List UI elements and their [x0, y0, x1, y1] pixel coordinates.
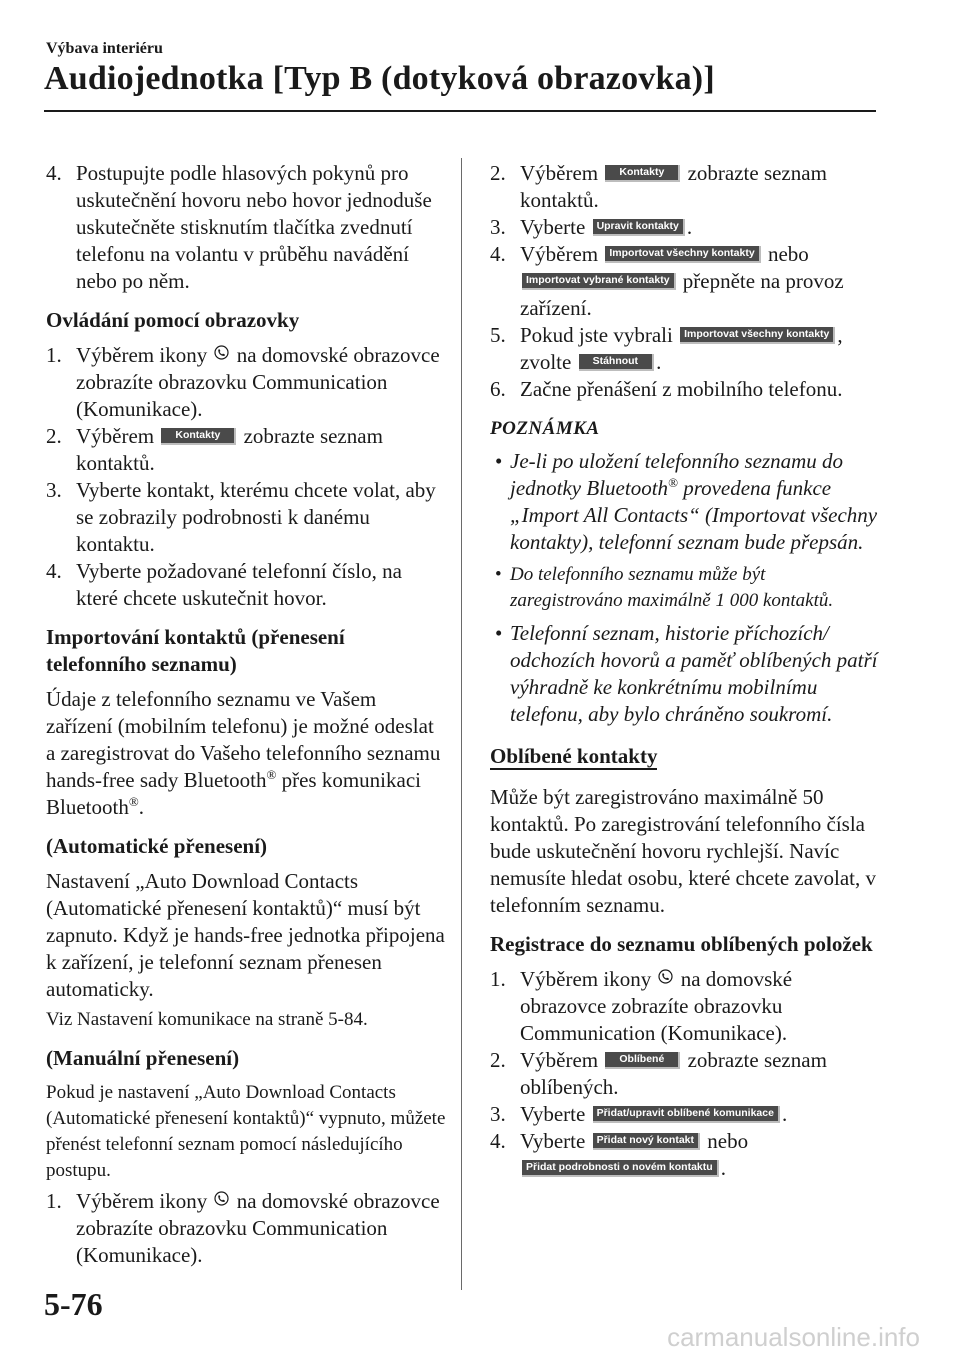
step-text: zobrazte seznam kontaktů. [76, 424, 383, 475]
step-text: Výběrem ikony [76, 1189, 208, 1213]
step-text: na domovské obrazovce zobrazíte obrazovku Communication (Komunikace). [520, 967, 793, 1045]
bullet-icon: • [495, 621, 503, 645]
step-text: Výběrem [520, 242, 599, 266]
step-text: zobrazte seznam oblíbených. [520, 1048, 827, 1099]
contacts-button: Kontakty [605, 165, 680, 182]
step-number: 1. [46, 343, 62, 367]
import-selected-contacts-button: Importovat vybrané kontakty [522, 273, 676, 290]
step-text: Vyberte [520, 1129, 586, 1153]
step-text: Výběrem [520, 1048, 599, 1072]
step-number: 4. [490, 242, 506, 266]
left-column [46, 160, 446, 1269]
manual-step-6 [490, 376, 880, 403]
step-4-voice [46, 160, 446, 295]
edit-contacts-button: Upravit kontakty [593, 219, 685, 236]
step-number: 3. [46, 478, 62, 502]
step-number: 4. [490, 1129, 506, 1153]
step-text: Vyberte kontakt, kterému chcete volat, aby se zobrazily podrobnosti k danému kontaktu. [76, 478, 436, 556]
favorites-button: Oblíbené [605, 1052, 680, 1069]
step-text: Výběrem [76, 424, 155, 448]
manual-step-4 [490, 241, 880, 322]
paragraph-text: přes komunikaci Bluetooth [46, 768, 421, 819]
automatic-reference: Viz Nastavení komunikace na straně 5-84. [46, 1009, 368, 1030]
step-text: zobrazte seznam kontaktů. [520, 161, 827, 212]
step-number: 2. [46, 424, 62, 448]
favorite-step-1 [490, 966, 880, 1047]
step-number: 3. [490, 215, 506, 239]
step-number: 3. [490, 1102, 506, 1126]
step-text: Začne přenášení z mobilního telefonu. [520, 377, 843, 401]
communication-icon [214, 345, 229, 360]
paragraph-text: Údaje z telefonního seznamu ve Vašem zařízení (mobilním telefonu) je možné odeslat a zaregistrovat do Vašeho telefonního seznamu hands-free sady Bluetooth [46, 687, 441, 792]
step-number: 5. [490, 323, 506, 347]
favorite-step-2 [490, 1047, 880, 1101]
watermark: carmanualsonline.info [667, 1322, 920, 1352]
heading-automatic-transfer: (Automatické přenesení) [46, 834, 268, 858]
bullet-icon: • [495, 449, 503, 473]
page-number: 5-76 [44, 1286, 103, 1322]
heading-favorite-contacts: Oblíbené kontakty [490, 744, 658, 768]
add-contact-details-button: Přidat podrobnosti o novém kontaktu [522, 1160, 719, 1177]
step-text: Výběrem [520, 161, 599, 185]
manual-step-3 [490, 214, 880, 241]
note-item [490, 620, 880, 728]
contacts-button: Kontakty [161, 428, 236, 445]
step-text: Vyberte [520, 215, 586, 239]
step-text: přepněte na provoz zařízení. [520, 269, 844, 320]
manual-step-2 [490, 160, 880, 214]
step-text: . [781, 1102, 788, 1126]
step-text: Vyberte [520, 1102, 586, 1126]
section-label: Výbava interiéru [46, 40, 163, 57]
step-number: 1. [490, 967, 506, 991]
manual-step-5 [490, 322, 880, 376]
step-text: Postupujte podle hlasových pokynů pro uskutečnění hovoru nebo hovor jednoduše uskutečněte stisknutím tlačítka zvednutí telefonu na volantu v průběhu navádění nebo po něm. [76, 161, 432, 293]
note-text: Do telefonního seznamu může být zaregistrováno maximálně 1 000 kontaktů. [510, 564, 834, 611]
step-text: Výběrem ikony [76, 343, 208, 367]
add-new-contact-button: Přidat nový kontakt [593, 1133, 700, 1150]
manual-step-1 [46, 1188, 446, 1269]
favorites-paragraph: Může být zaregistrováno maximálně 50 kontaktů. Po zaregistrování telefonního čísla bude uskutečnění hovoru rychlejší. Navíc nemusíte hledat osobu, které chcete zavolat, v telefonním seznamu. [490, 785, 877, 917]
communication-icon [658, 969, 673, 984]
heading-import-contacts: Importování kontaktů (přenesení telefonního seznamu) [46, 625, 345, 676]
automatic-paragraph: Nastavení „Auto Download Contacts (Automatické přenesení kontaktů)“ musí být zapnuto. Když je hands-free jednotka připojena k zařízení, je telefonní seznam přenesen automaticky. [46, 869, 445, 1001]
screen-step-3 [46, 477, 446, 558]
download-button: Stáhnout [579, 354, 655, 371]
note-title: POZNÁMKA [490, 418, 600, 439]
note-text: Je-li po uložení telefonního seznamu do jednotky Bluetooth [510, 449, 844, 500]
note-text: Telefonní seznam, historie příchozích/ odchozích hovorů a paměť oblíbených patří výhradně ke konkrétnímu mobilnímu telefonu, aby bylo chráněno soukromí. [510, 621, 878, 726]
registered-mark: ® [266, 767, 277, 782]
import-all-contacts-button: Importovat všechny kontakty [605, 246, 760, 263]
heading-manual-transfer: (Manuální přenesení) [46, 1046, 240, 1070]
step-number: 2. [490, 161, 506, 185]
heading-register-favorites: Registrace do seznamu oblíbených položek [490, 932, 873, 956]
favorite-step-4 [490, 1128, 880, 1182]
page-title: Audiojednotka [Typ B (dotyková obrazovka)] [44, 60, 715, 97]
add-edit-favorites-button: Přidat/upravit oblíbené komunikace [593, 1106, 780, 1123]
right-column [490, 160, 880, 1182]
screen-step-2 [46, 423, 446, 477]
step-text: . [720, 1156, 726, 1180]
step-number: 4. [46, 161, 62, 185]
step-number: 2. [490, 1048, 506, 1072]
import-all-contacts-button: Importovat všechny kontakty [680, 327, 835, 344]
step-text: Výběrem ikony [520, 967, 652, 991]
step-number: 6. [490, 377, 506, 401]
registered-mark: ® [668, 475, 678, 490]
step-text: , zvolte [520, 323, 843, 374]
note-item [490, 562, 880, 614]
header-rule [44, 110, 876, 112]
step-number: 4. [46, 559, 62, 583]
step-text: na domovské obrazovce zobrazíte obrazovku Communication (Komunikace). [76, 343, 440, 421]
step-number: 1. [46, 1189, 62, 1213]
step-text: Vyberte požadované telefonní číslo, na které chcete uskutečnit hovor. [76, 559, 402, 610]
screen-step-4 [46, 558, 446, 612]
column-divider [461, 158, 462, 1290]
step-text: nebo [707, 1129, 749, 1153]
heading-screen-operation: Ovládání pomocí obrazovky [46, 308, 300, 332]
import-paragraph [46, 686, 446, 821]
step-text: . [656, 350, 662, 374]
manual-paragraph: Pokud je nastavení „Auto Download Contacts (Automatické přenesení kontaktů)“ vypnuto, můžete přenést telefonní seznam pomocí následujícího postupu. [46, 1082, 446, 1181]
paragraph-text: . [138, 795, 144, 819]
bullet-icon: • [495, 564, 502, 585]
favorite-step-3 [490, 1101, 880, 1128]
screen-step-1 [46, 342, 446, 423]
step-text: . [686, 215, 693, 239]
note-text: provedena funkce „Import All Contacts“ (Importovat všechny kontakty), telefonní seznam bude přepsán. [510, 476, 878, 554]
note-item [490, 448, 880, 556]
step-text: Pokud jste vybrali [520, 323, 673, 347]
registered-mark: ® [128, 794, 139, 809]
communication-icon [214, 1191, 229, 1206]
step-text: na domovské obrazovce zobrazíte obrazovku Communication (Komunikace). [76, 1189, 440, 1267]
step-text: nebo [767, 242, 809, 266]
